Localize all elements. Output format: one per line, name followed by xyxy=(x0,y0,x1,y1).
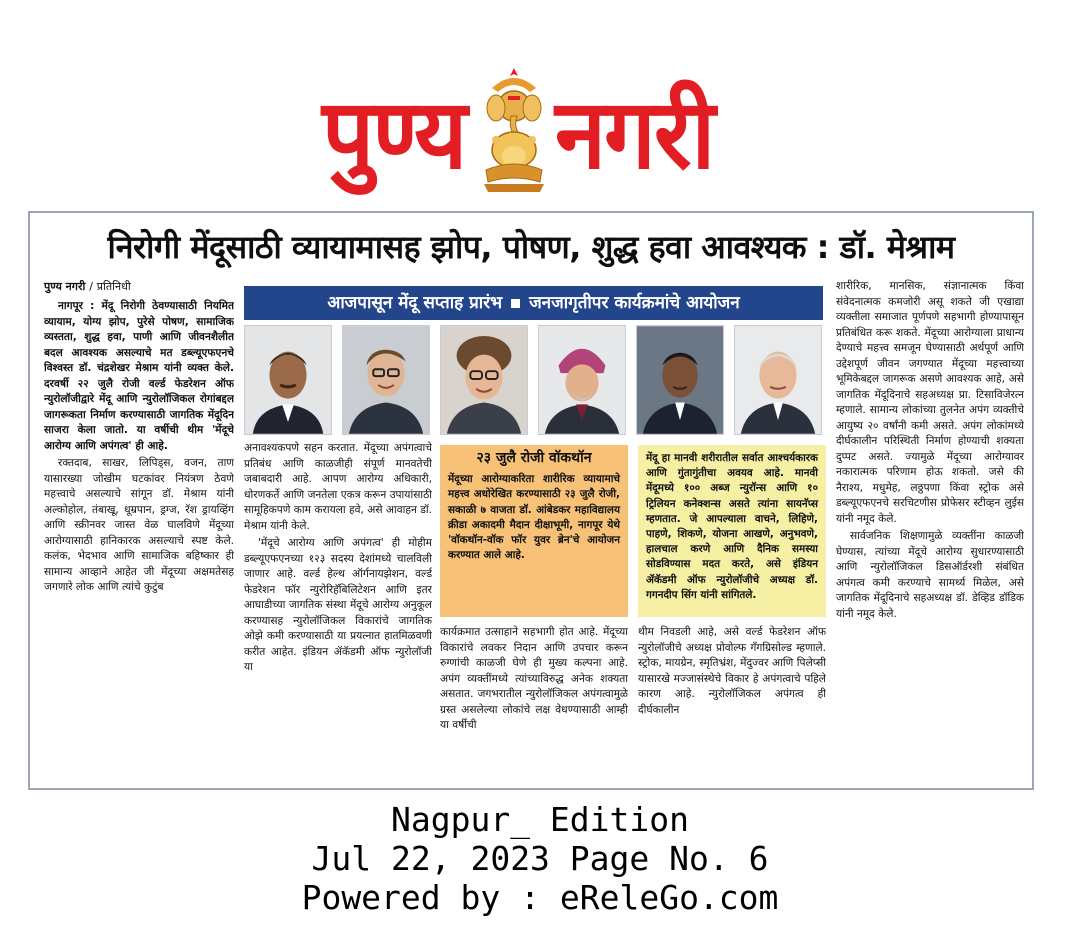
walkathon-box xyxy=(440,445,628,617)
column-2 xyxy=(244,441,432,783)
article-headline: निरोगी मेंदूसाठी व्यायामासह झोप, पोषण, शुद्ध हवा आवश्यक : डॉ. मेश्राम xyxy=(107,228,955,266)
portrait-photo xyxy=(636,325,724,435)
walkathon-text: मेंदूच्या आरोग्याकरिता शारीरिक व्यायामाचे महत्त्व अधोरेखित करण्यासाठी २३ जुलै रोजी, सकाळी ७ वाजता डॉ. आंबेडकर महाविद्यालय क्रीडा अकादमी मैदान दीक्षाभूमी, नागपूर येथे 'वॉकथॉन-वॉक फॉर युवर ब्रेन'चे आयोजन करण्यात आले आहे. xyxy=(448,473,620,562)
powered-by: Powered by : eReleGo.com xyxy=(301,878,779,917)
masthead xyxy=(0,40,1080,190)
masthead-title-right: नगरी xyxy=(555,78,714,191)
byline-separator: / xyxy=(89,280,93,293)
edition-footer xyxy=(0,800,1080,917)
brain-fact-box xyxy=(638,445,826,617)
column-5-paragraph-1: शारीरिक, मानसिक, संज्ञानात्मक किंवा संवेदनात्मक कमजोरी असू शकते जी एखाद्या व्यक्तीला समाजात पूर्णपणे सहभागी होण्यापासून प्रतिबंधित करू शकते. मेंदूच्या आरोग्याला प्राधान्य देण्याचे महत्त्व समजून घेण्यासाठी अर्थपूर्ण आणि उद्देशपूर्ण जीवन जगण्यात मेंदूच्या महत्त्वाच्या भूमिकेबद्दल जागरूक असणे आवश्यक आहे, असे जागतिक मेंदूदिनाचे सहअध्यक्ष प्रा. टिसाविजेरत्न म्हणाले. सामान्य लोकांच्या तुलनेत अपंग व्यक्तीचे आयुष्य २० वर्षांनी कमी असते. अपंग लोकांमध्ये दीर्घकालीन परिस्थिती निर्माण होण्याची शक्यता दुप्पट असते. ज्यामुळे मेंदूच्या आरोग्यावर नकारात्मक परिणाम होऊ शकतो. जसे की नैराश्य, मधुमेह, लठ्ठपणा किंवा स्ट्रोक असे डब्ल्यूएफएनचे सरचिटणीस प्रोफेसर स्टीव्हन लुईस यांनी नमूद केले. xyxy=(836,280,1024,525)
byline xyxy=(44,279,131,294)
ganesha-icon xyxy=(478,66,550,196)
column-4 xyxy=(638,625,826,783)
edition-date-page: Jul 22, 2023 Page No. 6 xyxy=(311,839,769,878)
column-1-body: रक्तदाब, साखर, लिपिड्स, वजन, ताण यासारख्या जोखीम घटकांवर नियंत्रण ठेवणे महत्त्वाचे असल्याचे सांगून डॉ. मेश्राम यांनी अल्कोहोल, तंबाखू, धूम्रपान, ड्रग्ज, रॅश ड्रायव्हिंग आणि स्क्रीनवर जास्त वेळ घालविणे मेंदूच्या आरोग्यासाठी हानिकारक असल्याचे स्पष्ट केले. कलंक, भेदभाव आणि सामाजिक बहिष्कार ही सामान्य आव्हाने आहेत जी मेंदूच्या अक्षमतेसह जगणारे लोक आणि त्यांचे कुटुंब xyxy=(44,457,234,593)
column-4-text: थीम निवडली आहे, असे वर्ल्ड फेडरेशन ऑफ न्युरोलॉजीचे अध्यक्ष प्रोवोल्फ गँगग्रिसोल्ड म्हणाले. स्ट्रोक, मायग्रेन, स्मृतिभ्रंश, मेंदुज्वर आणि पिलेप्सी यासारखे मज्जासंस्थेचे विकार हे अपंगत्वाचे पहिले कारण आहे. न्युरोलॉजिकल अपंगत्व ही दीर्घकालीन xyxy=(638,626,826,716)
edition-name: Nagpur_ Edition xyxy=(390,800,689,839)
portrait-photo xyxy=(342,325,430,435)
banner-right-text: जनजागृतीपर कार्यक्रमांचे आयोजन xyxy=(529,293,740,313)
walkathon-title: २३ जुलै रोजी वॉकथॉन xyxy=(476,450,592,466)
portrait-photo xyxy=(538,325,626,435)
brain-fact-text: मेंदू हा मानवी शरीरातील सर्वात आश्चर्यकारक आणि गुंतागुंतीचा अवयव आहे. मानवी मेंदूमध्ये १०० अब्ज न्युरॉन्स आणि १० ट्रिलियन कनेक्शन्स असते त्यांना सायनॅप्स म्हणतात. जे आपल्याला वाचने, लिहिणे, पाहणे, शिकणे, योजना आखणे, अनुभवणे, हालचाल करणे आणि दैनिक समस्या सोडविण्यास मदत करते, असे इंडियन ॲकॅडमी ऑफ न्युरोलॉजीचे अध्यक्ष डॉ. गगनदीप सिंग यांनी सांगितले. xyxy=(646,452,818,601)
column-5 xyxy=(836,279,1024,783)
column-3-text: कार्यक्रमात उत्साहाने सहभागी होत आहे. मेंदूच्या विकारांचे लवकर निदान आणि उपचार करून रुग्णांची काळजी घेणे ही मुख्य कल्पना आहे. अपंग व्यक्तींमध्ये त्यांच्याविरुद्ध अनेक शक्यता असतात. जगभरातील न्युरोलॉजिकल अपंगत्वामुळे ग्रस्त असलेल्या लोकांचे लक्ष वेधण्यासाठी आम्ही या वर्षीची xyxy=(440,626,628,731)
column-5-paragraph-2: सार्वजनिक शिक्षणामुळे व्यक्तींना काळजी घेण्यास, त्यांच्या मेंदूचे आरोग्य सुधारण्यासाठी आणि न्युरोलॉजिकल डिसऑर्डरशी संबंधित अपंगत्व कमी करण्याचे सामर्थ्य मिळेल, असे जागतिक मेंदूदिनाचे सहअध्यक्ष डॉ. डेव्हिड डॉडिक यांनी नमूद केले. xyxy=(836,530,1024,620)
article-clipping xyxy=(28,211,1034,790)
column-2-paragraph-2: 'मेंदूचे आरोग्य आणि अपंगत्व' ही मोहीम डब्ल्यूएफएनच्या १२३ सदस्य देशांमध्ये चालविली जाणार आहे. वर्ल्ड हेल्थ ऑर्गनायझेशन, वर्ल्ड फेडरेशन फॉर न्युरोरिहॅबिलिटेशन आणि इतर आघाडीच्या जागतिक संस्था मेंदूचे आरोग्य अनुकूल करण्यासह न्युरोलॉजिकल विकारांचे जागतिक ओझे कमी करण्यासाठी या प्रयत्नात हातमिळवणी करीत आहेत. इंडियन ॲकॅडमी ऑफ न्युरोलॉजी या xyxy=(244,537,432,673)
square-bullet-icon xyxy=(511,299,520,308)
article-lead: नागपूर : मेंदू निरोगी ठेवण्यासाठी नियमित व्यायाम, योग्य झोप, पुरेसे पोषण, सामाजिक व्यस्तता, शुद्ध हवा, पाणी आणि जीवनशैलीत बदल आवश्यक असल्याचे मत डब्ल्यूएफएनचे विश्वस्त डॉ. चंद्रशेखर मेश्राम यांनी व्यक्त केले. दरवर्षी २२ जुलै रोजी वर्ल्ड फेडरेशन ऑफ न्युरोलॉजीद्वारे मेंदू आणि न्युरोलॉजिकल रोगांबद्दल जागरूकता निर्माण करण्यासाठी जागतिक मेंदूदिन साजरा केला जातो. या वर्षीची थीम 'मेंदूचे आरोग्य आणि अपंगत्व' ही आहे. xyxy=(44,300,234,452)
event-banner xyxy=(244,286,823,320)
column-2-paragraph-1: अनावश्यकपणे सहन करतात. मेंदूच्या अपंगत्वाचे प्रतिबंध आणि काळजीही संपूर्ण मानवतेची जबाबदारी आहे. आपण आरोग्य अधिकारी, धोरणकर्ते आणि जनतेला एकत्र करून उपायांसाठी सामूहिकपणे काम करायला हवे, असे आवाहन डॉ. मेश्राम यांनी केले. xyxy=(244,442,432,532)
portrait-photo xyxy=(244,325,332,435)
byline-source: पुण्य नगरी xyxy=(44,280,86,293)
column-3 xyxy=(440,625,628,783)
masthead-title-left: पुण्य xyxy=(322,78,466,191)
byline-role: प्रतिनिधी xyxy=(96,280,131,293)
column-1 xyxy=(44,299,234,783)
portrait-photo xyxy=(440,325,528,435)
portrait-photo xyxy=(734,325,822,435)
portrait-strip xyxy=(244,325,823,435)
banner-left-text: आजपासून मेंदू सप्ताह प्रारंभ xyxy=(327,293,503,313)
